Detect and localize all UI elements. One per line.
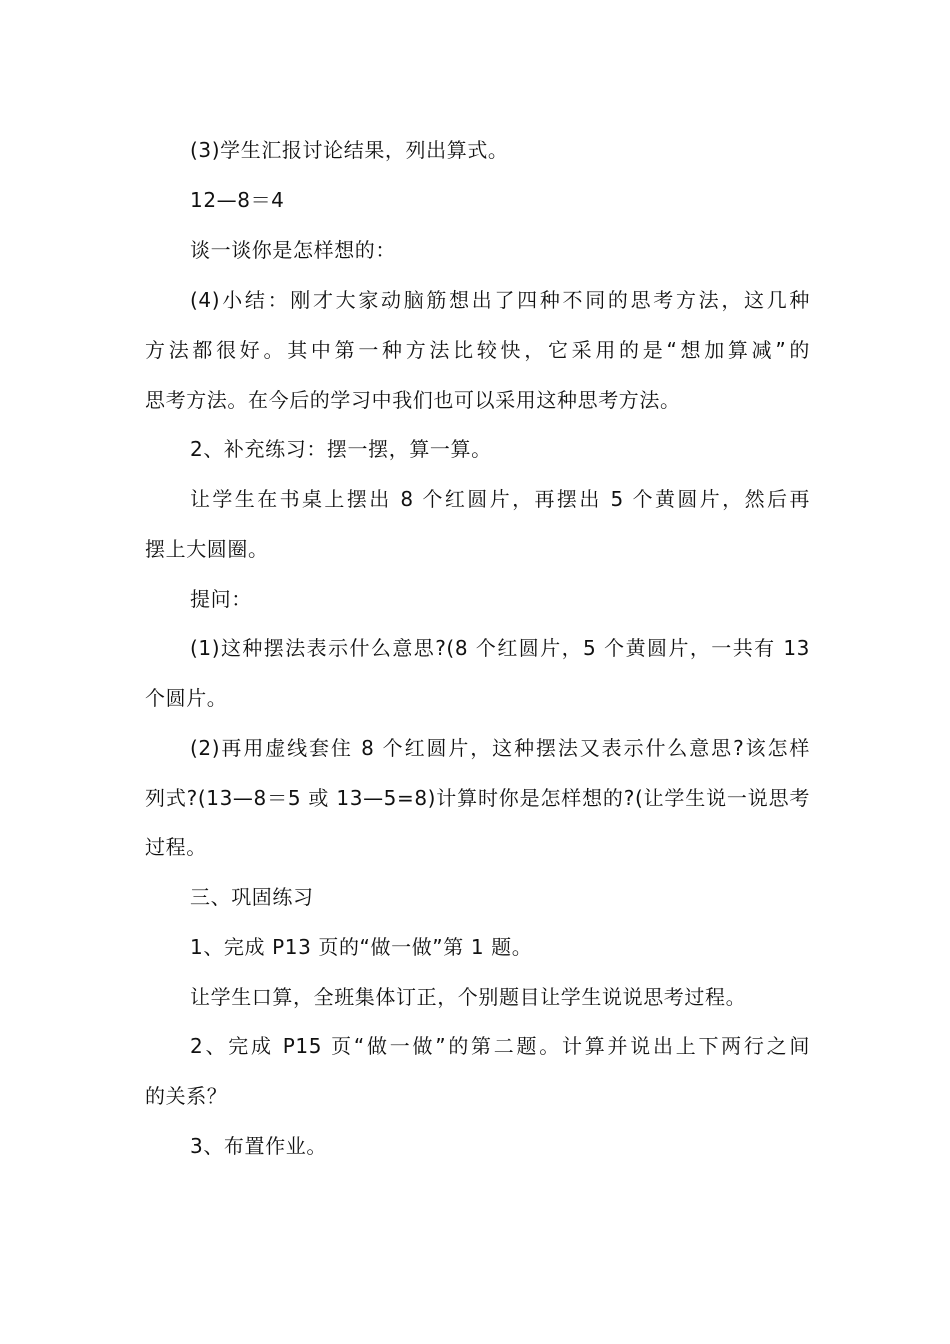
supplementary-exercise-heading: 2、补充练习：摆一摆，算一算。 [190, 437, 492, 461]
question-2-line-2: 列式?(13—8＝5 或 13—5=8)计算时你是怎样想的?(让学生说一说思考 [145, 786, 810, 810]
exercise-1-note: 让学生口算，全班集体订正，个别题目让学生说说思考过程。 [190, 985, 747, 1009]
question-1-line-1: (1)这种摆法表示什么意思?(8 个红圆片，5 个黄圆片，一共有 13 [190, 636, 810, 660]
prompt-explain-thinking: 谈一谈你是怎样想的： [190, 238, 396, 262]
exercise-3-homework: 3、布置作业。 [190, 1134, 327, 1158]
exercise-1: 1、完成 P13 页的“做一做”第 1 题。 [190, 935, 533, 959]
question-2-line-1: (2)再用虚线套住 8 个红圆片，这种摆法又表示什么意思?该怎样 [190, 736, 810, 760]
summary-line-2: 方法都很好。其中第一种方法比较快，它采用的是“想加算减”的 [145, 338, 810, 362]
section-three-heading: 三、巩固练习 [190, 885, 314, 909]
equation-12-minus-8: 12—8＝4 [190, 188, 285, 212]
exercise-2-line-2: 的关系？ [145, 1084, 228, 1108]
question-2-line-3: 过程。 [145, 835, 207, 859]
arrange-discs-line-2: 摆上大圆圈。 [145, 537, 269, 561]
paragraph-step-3: (3)学生汇报讨论结果，列出算式。 [190, 138, 509, 162]
exercise-2-line-1: 2、完成 P15 页“做一做”的第二题。计算并说出上下两行之间 [190, 1034, 810, 1058]
summary-line-3: 思考方法。在今后的学习中我们也可以采用这种思考方法。 [145, 388, 681, 412]
question-1-line-2: 个圆片。 [145, 686, 228, 710]
arrange-discs-line-1: 让学生在书桌上摆出 8 个红圆片，再摆出 5 个黄圆片，然后再 [190, 487, 810, 511]
summary-line-1: (4)小结：刚才大家动脑筋想出了四种不同的思考方法，这几种 [190, 288, 810, 312]
question-label: 提问： [190, 587, 252, 611]
